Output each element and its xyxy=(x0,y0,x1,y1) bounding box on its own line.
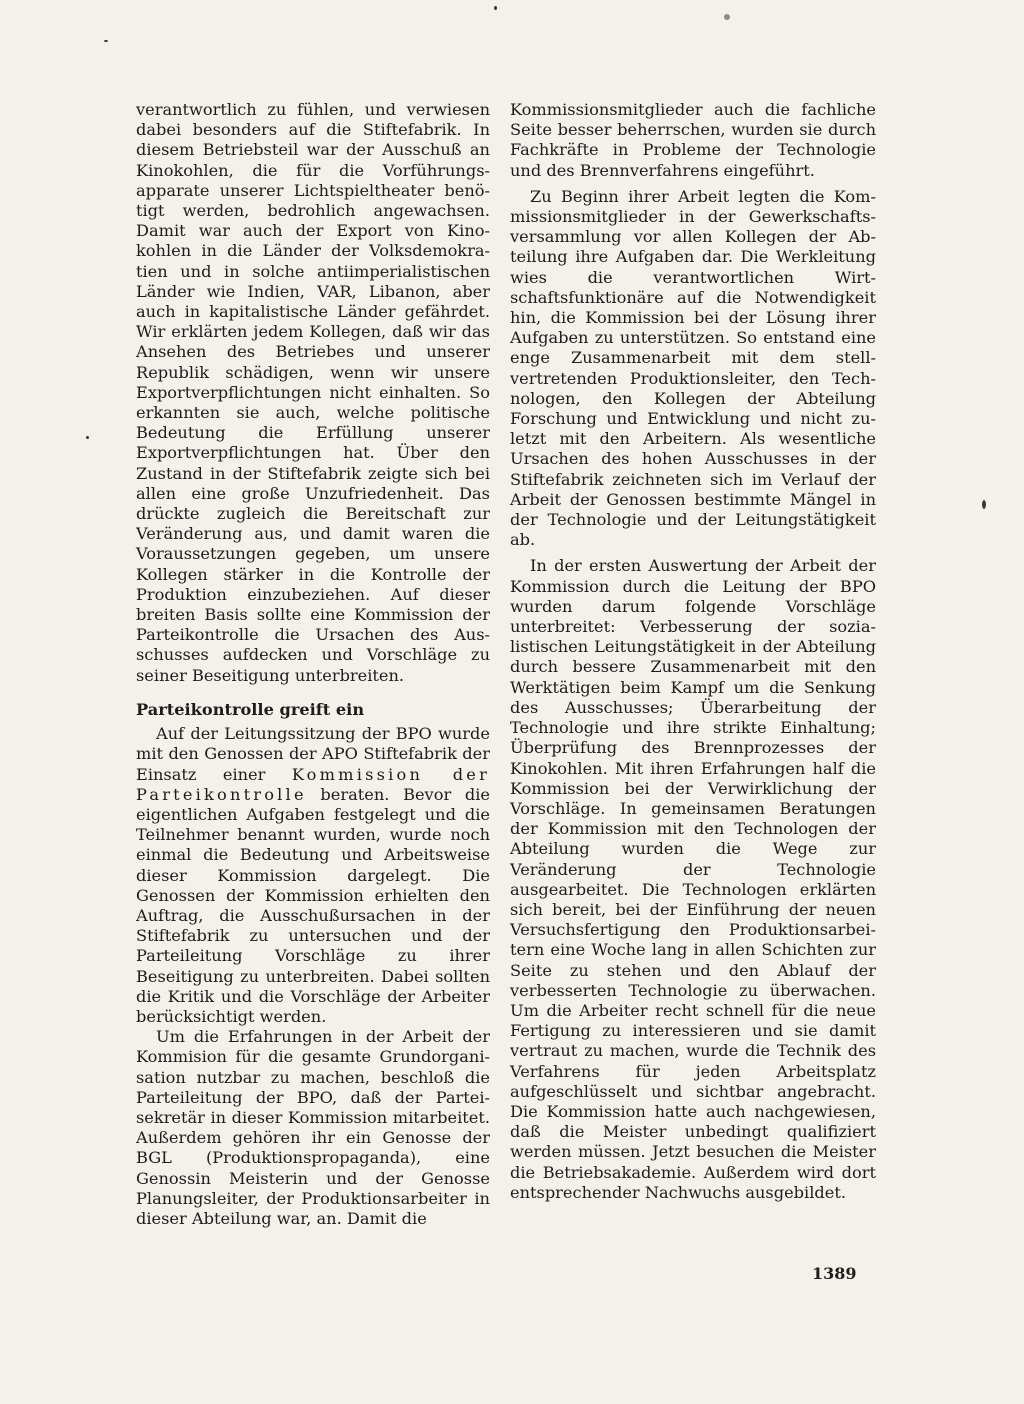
section-heading: Parteikontrolle greift ein xyxy=(136,699,365,719)
scan-speck xyxy=(982,500,986,509)
scan-speck xyxy=(724,14,730,20)
paragraph: Kommissionsmitglieder auch die fachliche Seite besser beherrschen, wurden sie durch Fachkräfte in Probleme der Technologie und des Brennverfahrens eingeführt. xyxy=(510,100,876,180)
text-run: beraten. Bevor die eigentlichen Aufgaben festgelegt und die Teilnehmer benannt wurden, wurde noch einmal die Bedeutung und Arbeitsweise dieser Kommission dargelegt. Die Genossen der Kommission erhielten den Auftrag, die Ausschußursachen in der Stiftefabrik zu untersuchen und der Parteileitung Vorschläge zu ihrer Beseitigung zu unterbreiten. Dabei sollten die Kritik und die Vorschläge der Arbeiter berücksichtigt werden. xyxy=(136,784,490,1026)
spaced-emphasis: Kommission der Parteikontrolle xyxy=(136,764,491,804)
right-column xyxy=(510,100,876,1203)
scan-speck xyxy=(104,40,108,42)
paragraph: Zu Beginn ihrer Arbeit legten die Kommissionsmitglieder in der Gewerkschaftsversammlung vor allen Kollegen der Abteilung ihre Aufgaben dar. Die Werkleitung wies die verantwortlichen Wirtschaftsfunktionäre auf die Notwendigkeit hin, die Kommission bei der Lösung ihrer Aufgaben zu unterstützen. So entstand eine enge Zusammenarbeit mit dem stellvertretenden Produktionsleiter, den Technologen, den Kollegen der Abteilung Forschung und Entwicklung und nicht zuletzt mit den Arbeitern. Als wesentliche Ursachen des hohen Ausschusses in der Stiftefabrik zeichneten sich im Verlauf der Arbeit der Genossen bestimmte Mängel in der Technologie und der Leitungstätigkeit ab. xyxy=(510,186,876,550)
paragraph: Um die Erfahrungen in der Arbeit der Kommision für die gesamte Grundorganisation nutzbar zu machen, beschloß die Parteileitung der BPO, daß der Parteisekretär in dieser Kommission mitarbeitet. Außerdem gehören ihr ein Genosse der BGL (Produktionspropaganda), eine Genossin Meisterin und der Genosse Planungsleiter, der Produktionsarbeiter in dieser Abteilung war, an. Damit die xyxy=(136,1027,490,1228)
scan-speck xyxy=(86,436,89,439)
scan-speck xyxy=(494,6,497,10)
page-number: 1389 xyxy=(812,1264,857,1283)
text-run: Auf der Leitungssitzung der BPO wurde mit den Genossen der APO Stiftefabrik der Einsatz einer xyxy=(136,724,490,784)
left-column xyxy=(136,100,490,1229)
paragraph: In der ersten Auswertung der Arbeit der Kommission durch die Leitung der BPO wurden darum folgende Vorschläge unterbreitet: Verbesserung der sozialistischen Leitungstätigkeit in der Abteilung durch bessere Zusammenarbeit mit den Werktätigen beim Kampf um die Senkung des Ausschusses; Überarbeitung der Technologie und ihre strikte Einhaltung; Überprüfung des Brennprozesses der Kinokohlen. Mit ihren Erfahrungen half die Kommission bei der Verwirklichung der Vorschläge. In gemeinsamen Beratungen der Kommission mit den Technologen der Abteilung wurden die Wege zur Veränderung der Technologie ausgearbeitet. Die Technologen erklärten sich bereit, bei der Einführung der neuen Versuchsfertigung den Produktionsarbeitern eine Woche lang in allen Schichten zur Seite zu stehen und den Ablauf der verbesserten Technologie zu überwachen. Um die Arbeiter recht schnell für die neue Fertigung zu interessieren und sie damit vertraut zu machen, wurde die Technik des Verfahrens für jeden Arbeitsplatz aufgeschlüsselt und sichtbar angebracht. Die Kommission hatte auch nachgewiesen, daß die Meister unbedingt qualifiziert werden müssen. Jetzt besuchen die Meister die Betriebsakademie. Außerdem wird dort entsprechender Nachwuchs ausgebildet. xyxy=(510,556,876,1202)
paragraph: verantwortlich zu fühlen, und verwiesen dabei besonders auf die Stiftefabrik. In diesem Betriebsteil war der Ausschuß an Kinokohlen, die für die Vorführungsapparate unserer Lichtspieltheater benötigt werden, bedrohlich angewachsen. Damit war auch der Export von Kinokohlen in die Länder der Volksdemokratien und in solche antiimperialistischen Länder wie Indien, VAR, Libanon, aber auch in kapitalistische Länder gefährdet. Wir erklärten jedem Kollegen, daß wir das Ansehen des Betriebes und unserer Republik schädigen, wenn wir unsere Exportverpflichtungen nicht einhalten. So erkannten sie auch, welche politische Bedeutung die Erfüllung unserer Exportverpflichtungen hat. Über den Zustand in der Stiftefabrik zeigte sich bei allen eine große Unzufriedenheit. Das drückte zugleich die Bereitschaft zur Veränderung aus, und damit waren die Voraussetzungen gegeben, um unsere Kollegen stärker in die Kontrolle der Produktion einzubeziehen. Auf dieser breiten Basis sollte eine Kommission der Parteikontrolle die Ursachen des Ausschusses aufdecken und Vorschläge zu seiner Beseitigung unterbreiten. xyxy=(136,100,490,685)
paragraph xyxy=(136,724,490,1027)
